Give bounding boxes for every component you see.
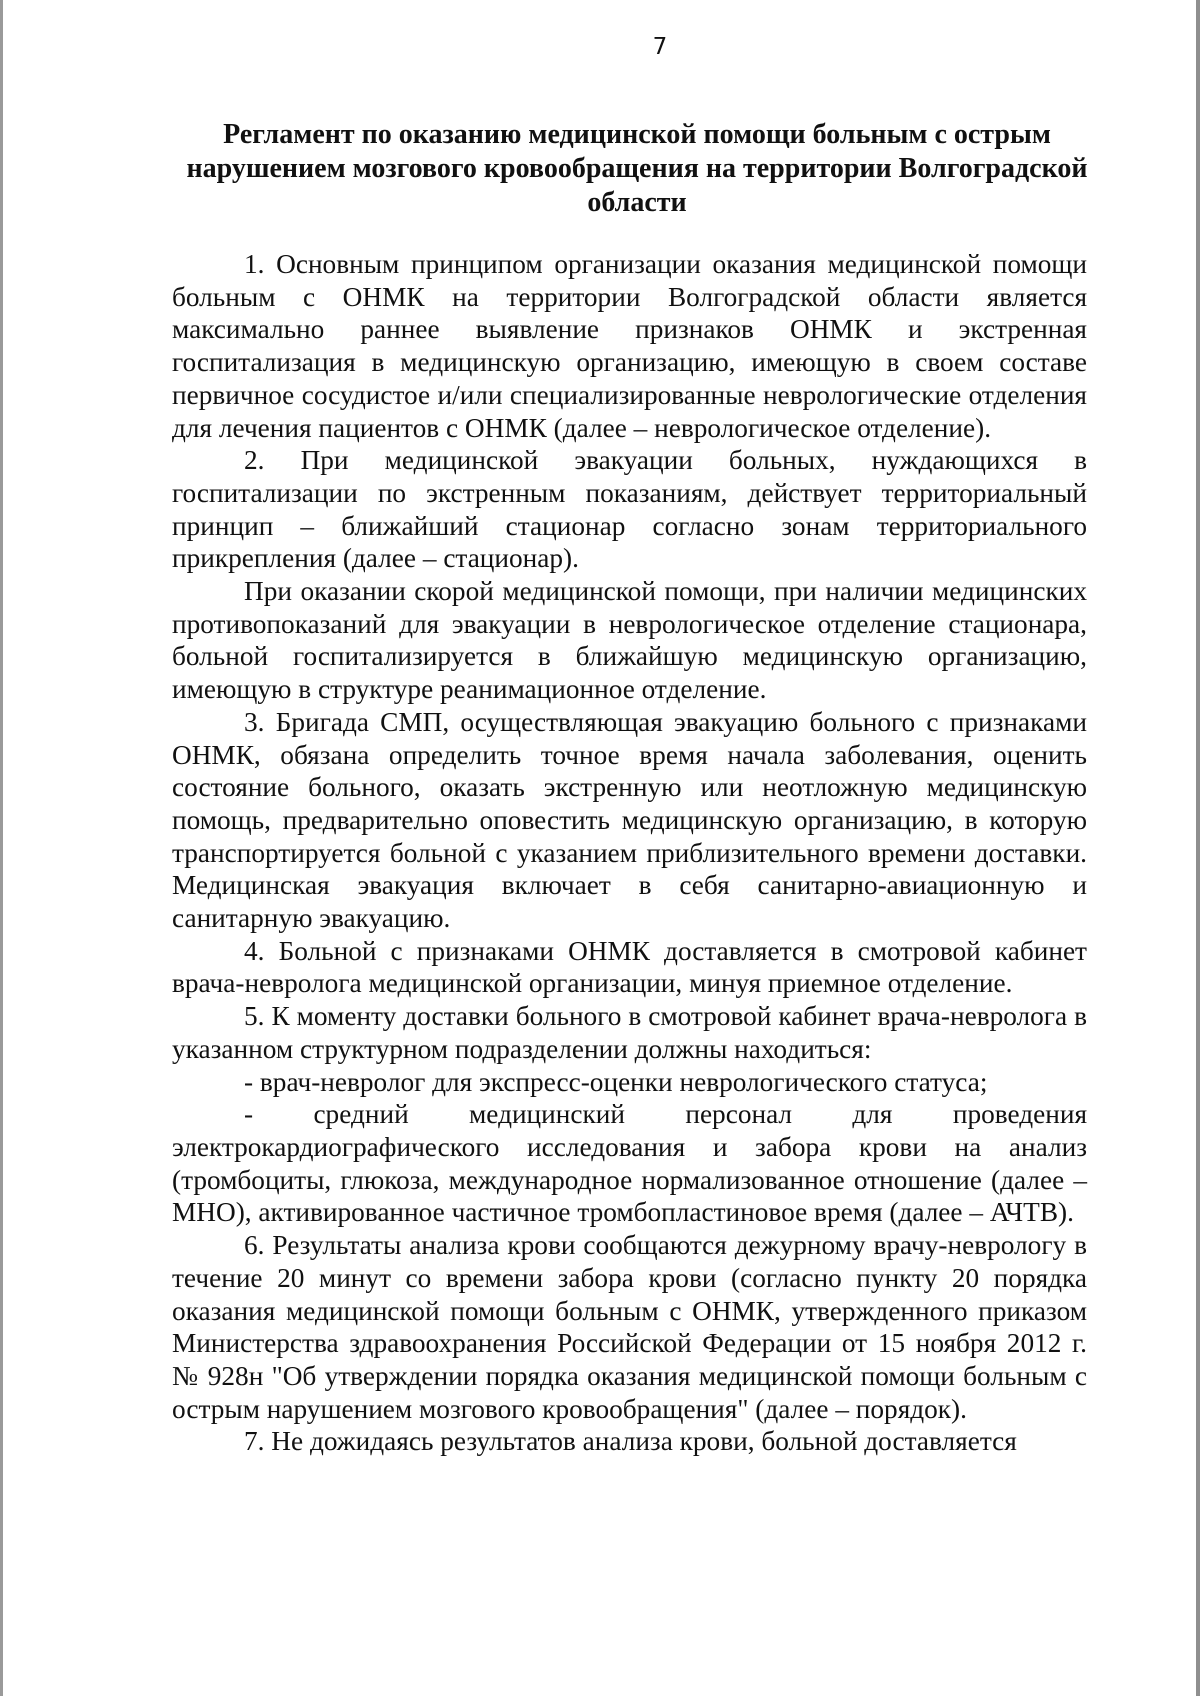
scan-right-edge xyxy=(1196,0,1200,1696)
paragraph-5-item-1: - врач-невролог для экспресс-оценки неврологического статуса; xyxy=(244,1066,988,1097)
paragraph-4: 4. Больной с признаками ОНМК доставляется в смотровой кабинет врача-невролога медицинской организации, минуя приемное отделение. xyxy=(172,935,1087,999)
document-title: Регламент по оказанию медицинской помощи больным с острым нарушением мозгового кровообращения на территории Волгоградской области xyxy=(186,119,1088,218)
paragraph-2-continued: При оказании скорой медицинской помощи, при наличии медицинских противопоказаний для эвакуации в неврологическое отделение стационара, больной госпитализируется в ближайшую медицинскую организацию, имеющую в структуре реанимационное отделение. xyxy=(172,576,1087,705)
paragraph-6: 6. Результаты анализа крови сообщаются дежурному врачу-неврологу в течение 20 минут со времени забора крови (согласно пункту 20 порядка оказания медицинской помощи больным с ОНМК, утвержденного приказом Министерства здравоохранения Российской Федерации от 15 ноября 2012 г. № 928н "Об утверждении порядка оказания медицинской помощи больным с острым нарушением мозгового кровообращения" (далее – порядок). xyxy=(172,1230,1087,1424)
page-number: 7 xyxy=(652,34,668,60)
paragraph-7: 7. Не дожидаясь результатов анализа крови, больной доставляется xyxy=(244,1426,1017,1457)
paragraph-5: 5. К моменту доставки больного в смотровой кабинет врача-невролога в указанном структурном подразделении должны находиться: xyxy=(172,1001,1087,1064)
document-body xyxy=(172,248,1087,1458)
paragraph-2: 2. При медицинской эвакуации больных, нуждающихся в госпитализации по экстренным показаниям, действует территориальный принцип – ближайший стационар согласно зонам территориального прикрепления (далее – стационар). xyxy=(172,445,1087,574)
paragraph-3: 3. Бригада СМП, осуществляющая эвакуацию больного с признаками ОНМК, обязана определить точное время начала заболевания, оценить состояние больного, оказать экстренную или неотложную медицинскую помощь, предварительно оповестить медицинскую организацию, в которую транспортируется больной с указанием приблизительного времени доставки. Медицинская эвакуация включает в себя санитарно-авиационную и санитарную эвакуацию. xyxy=(172,706,1087,934)
paragraph-5-item-2: - средний медицинский персонал для проведения электрокардиографического исследования и забора крови на анализ (тромбоциты, глюкоза, международное нормализованное отношение (далее – МНО), активированное частичное тромбопластиновое время (далее – АЧТВ). xyxy=(172,1099,1087,1228)
paragraph-1: 1. Основным принципом организации оказания медицинской помощи больным с ОНМК на территории Волгоградской области является максимально раннее выявление признаков ОНМК и экстренная госпитализация в медицинскую организацию, имеющую в своем составе первичное сосудистое и/или специализированные неврологические отделения для лечения пациентов с ОНМК (далее – неврологическое отделение). xyxy=(172,249,1087,443)
scan-left-edge xyxy=(0,0,3,1696)
